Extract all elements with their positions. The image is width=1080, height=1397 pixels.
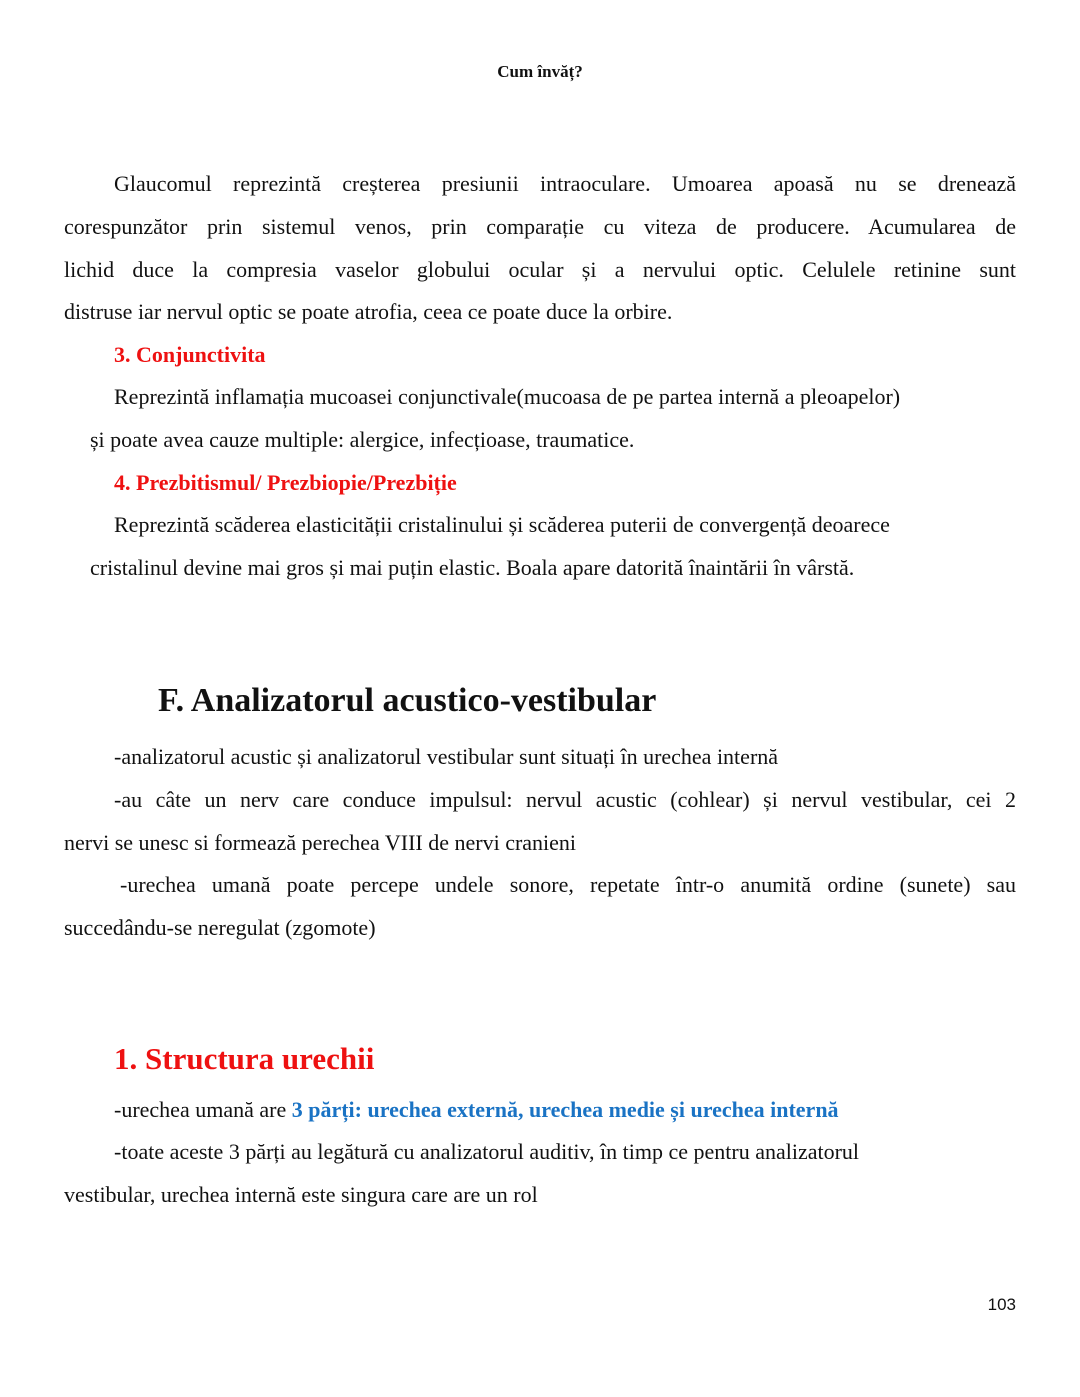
paragraph-line: și poate avea cauze multiple: alergice, infecțioase, traumatice. [90,427,635,452]
paragraph-line: -au câte un nerv care conduce impulsul: nervul acustic (cohlear) și nervul vestibular, cei 2 [114,787,1016,812]
paragraph-line: lichid duce la compresia vaselor globului ocular și a nervului optic. Celulele retinine sunt [64,257,1016,282]
page-number: 103 [987,1295,1016,1314]
paragraph-line: succedându-se neregulat (zgomote) [64,915,376,940]
paragraph-line: nervi se unesc si formează perechea VIII de nervi cranieni [64,830,577,855]
paragraph-line: -analizatorul acustic și analizatorul vestibular sunt situați în urechea internă [114,744,779,769]
running-header: Cum învăț? [497,62,583,81]
heading-prezbitism: 4. Prezbitismul/ Prezbiopie/Prezbiție [114,470,457,495]
paragraph-line: Reprezintă scăderea elasticității cristalinului și scăderea puterii de convergență deoarece [114,512,890,537]
paragraph-line: Reprezintă inflamația mucoasei conjunctivale(mucoasa de pe partea internă a pleoapelor) [114,384,901,409]
paragraph-line: corespunzător prin sistemul venos, prin comparație cu viteza de producere. Acumularea de [64,214,1016,239]
paragraph-line: distruse iar nervul optic se poate atrofia, ceea ce poate duce la orbire. [64,299,673,324]
paragraph-line: vestibular, urechea internă este singura care are un rol [64,1182,538,1207]
paragraph-line: -urechea umană poate percepe undele sonore, repetate într-o anumită ordine (sunete) sau [120,872,1016,897]
subsection-title: 1. Structura urechii [114,1041,375,1076]
heading-conjunctivita: 3. Conjunctivita [114,342,266,367]
paragraph-line: -toate aceste 3 părți au legătură cu analizatorul auditiv, în timp ce pentru analizatorul [114,1139,860,1164]
paragraph-line: Glaucomul reprezintă creșterea presiunii intraoculare. Umoarea apoasă nu se drenează [114,171,1016,196]
paragraph-line: cristalinul devine mai gros și mai puțin elastic. Boala apare datorită înaintării în vârstă. [90,555,855,580]
paragraph-line [114,1097,839,1123]
plain-text: -urechea umană are [114,1097,292,1122]
section-title: F. Analizatorul acustico-vestibular [158,682,657,719]
highlighted-text: 3 părți: urechea externă, urechea medie și urechea internă [291,1097,839,1122]
